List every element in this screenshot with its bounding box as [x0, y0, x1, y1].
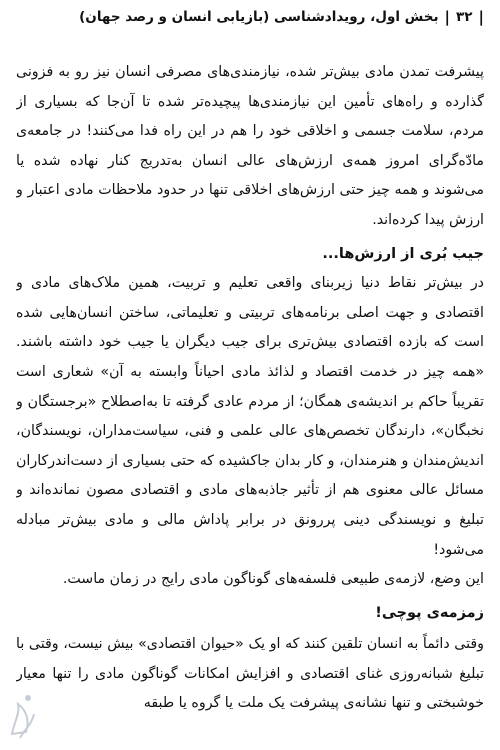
page-body: [16, 58, 484, 736]
section-heading-2: زمزمه‌ی پوچی!: [375, 604, 484, 621]
header-leading-bar: |: [478, 8, 484, 26]
publisher-watermark-icon: [6, 684, 40, 744]
paragraph-2: در بیش‌تر نقاط دنیا زیربنای واقعی تعلیم و تربیت، همین ملاک‌های مادی و اقتصادی و جهت اصلی برنامه‌های تربیتی و تعلیماتی، ساختن انسان‌هایی شده است که بازده اقتصادی بیش‌تری برای جیب دیگران یا جیب خود داشته باشند. «همه چیز در خدمت اقتصاد و لذائذ مادی احیاناً وابسته به آن» شعاری است تقریباً حاکم بر اندیشه‌ی همگان؛ از مردم عادی گرفته تا به‌اصطلاح «برجستگان و نخبگان»، دارندگان تخصص‌های عالی علمی و فنی، سیاست‌مداران، نویسندگان، اندیش‌مندان و هنرمندان، و کار بدان جاکشیده که حتی بسیاری از دست‌اندرکاران مسائل عالی معنوی هم از تأثیر جاذبه‌های مادی و اقتصادی مصون نمانده‌اند و تبلیغ و نویسندگی دینی پررونق در برابر پاداش مالی و مادی بیش‌تر مبادله می‌شود!: [16, 275, 484, 558]
section-heading-1: جیب بُری از ارزش‌ها...: [322, 245, 484, 262]
header-title: بخش اول، رویدادشناسی (بازیابی انسان و رصد جهان): [79, 9, 439, 25]
page-number: ۳۲: [456, 9, 473, 25]
header-separator: |: [444, 8, 451, 26]
paragraph-3: این وضع، لازمه‌ی طبیعی فلسفه‌های گوناگون مادی رایج در زمان ماست.: [62, 571, 484, 588]
paragraph-4: وقتی دائماً به انسان تلقین کنند که او یک «حیوان اقتصادی» بیش نیست، وقتی با تبلیغ شبانه‌روزی غنای اقتصادی و افزایش امکانات گوناگون مادی را تنها معیار خوشبختی و تنها نشانه‌ی پیشرفت یک ملت یا گروه یا طبقه: [16, 636, 484, 712]
paragraph-1: پیشرفت تمدن مادی بیش‌تر شده، نیازمندی‌های مصرفی انسان نیز رو به فزونی گذارده و راه‌های تأمین این نیازمندی‌ها پیچیده‌تر شده تا آن‌جا که بسیاری از مردم، سلامت جسمی و اخلاقی خود را هم در این راه فدا می‌کنند! در جامعه‌ی مادّه‌گرای امروز همه‌ی ارزش‌های عالی انسان به‌تدریج کنار نهاده شده یا می‌شوند و همه چیز حتی ارزش‌های اخلاقی تنها در حدود ملاحظات مادی اعتبار و ارزش پیدا کرده‌اند.: [16, 64, 484, 228]
running-header: [16, 6, 484, 28]
